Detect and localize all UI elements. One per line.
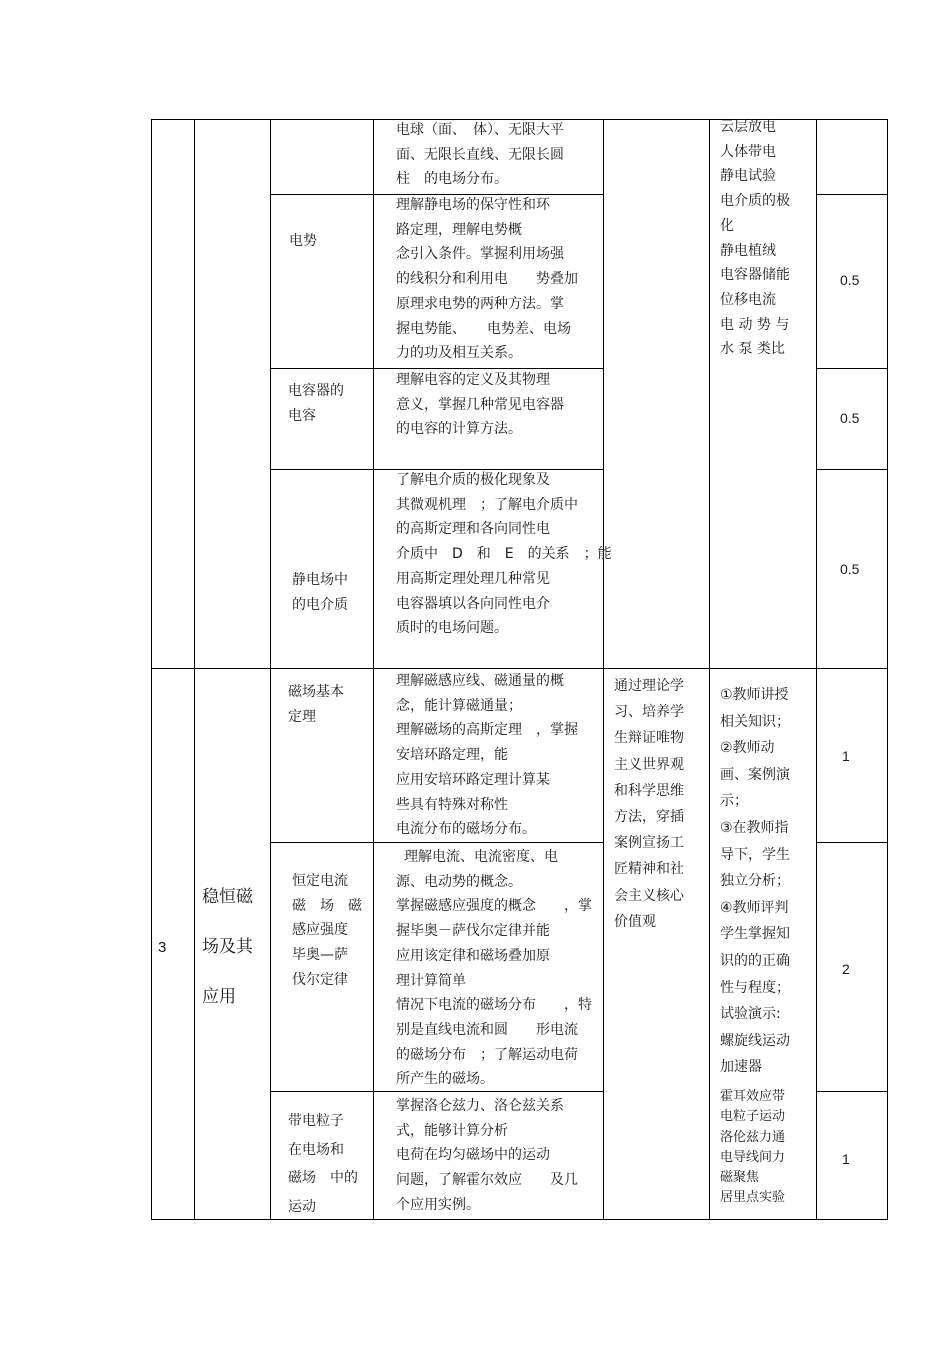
content-line: 电球（面、 体）、无限大平 xyxy=(396,122,564,138)
methods-line: ②教师动 xyxy=(720,740,775,757)
methods-line: 霍耳效应带 xyxy=(720,1089,786,1104)
methods-line: 性与程度； xyxy=(720,979,790,996)
grid-line xyxy=(373,119,374,1220)
ideology-line: 会主义核心 xyxy=(614,887,684,904)
topic-cell-steady-current xyxy=(292,869,362,993)
grid-line xyxy=(194,119,195,1220)
topic-line: 带电粒子 xyxy=(288,1113,344,1129)
content-line: 理解静电场的保守性和环 xyxy=(396,197,550,213)
hours-cell-capacitance: 0.5 xyxy=(840,410,860,426)
topic-line: 的电介质 xyxy=(292,596,348,613)
topic-line: 磁场 中的 xyxy=(288,1170,358,1186)
methods-line: 电 动 势 与 xyxy=(720,316,790,333)
content-line: 掌握洛仑兹力、洛仑兹关系 xyxy=(396,1098,564,1114)
chapter-line: 稳恒磁 xyxy=(202,887,253,907)
grid-line xyxy=(816,842,888,843)
methods-line: 相关知识； xyxy=(720,713,790,730)
chapter-title xyxy=(202,872,253,1022)
hours-cell-steady-current: 2 xyxy=(842,961,850,977)
content-line: 用高斯定理处理几种常见 xyxy=(396,570,550,587)
content-line: 应用该定律和磁场叠加原 xyxy=(396,947,550,964)
methods-line: 电容器储能 xyxy=(720,267,790,284)
topic-cell-charged-particle xyxy=(288,1107,358,1221)
methods-line: 学生掌握知 xyxy=(720,926,790,943)
topic-line: 在电场和 xyxy=(288,1141,344,1158)
hours-cell-magnetic-basic: 1 xyxy=(842,748,850,764)
content-cell-capacitance xyxy=(396,368,564,442)
methods-line: 画、案例演 xyxy=(720,766,790,783)
methods-line: ①教师讲授 xyxy=(720,687,789,703)
content-line: 应用安培环路定理计算某 xyxy=(396,771,550,788)
chapter-line: 场及其 xyxy=(202,937,253,957)
content-line: 情况下电流的磁场分布 ，特 xyxy=(396,997,592,1014)
content-line: 原理求电势的两种方法。掌 xyxy=(396,295,564,312)
methods-line: 居里点实验 xyxy=(720,1190,786,1206)
ideology-line: 价值观 xyxy=(614,913,656,930)
content-line: 面、无限长直线、无限长圆 xyxy=(396,146,564,163)
methods-line: 螺旋线运动 xyxy=(720,1032,790,1049)
content-line: 些具有特殊对称性 xyxy=(396,796,508,813)
methods-line: 电介质的极 xyxy=(720,193,790,210)
content-line: 质时的电场问题。 xyxy=(396,620,508,637)
content-line: 理解电流、电流密度、电 xyxy=(404,849,558,865)
content-line: 其微观机理 ；了解电介质中 xyxy=(396,496,578,513)
methods-line: 位移电流 xyxy=(720,291,776,308)
methods-line: 导下，学生 xyxy=(720,846,790,863)
content-line: 电流分布的磁场分布。 xyxy=(396,821,536,838)
hours-cell-charged-particle: 1 xyxy=(842,1151,850,1167)
content-line: 掌握磁感应强度的概念 ，掌 xyxy=(396,898,592,915)
content-line: 理解磁场的高斯定理 ，掌握 xyxy=(396,722,578,739)
content-line: 介质中 D 和 E 的关系 ；能 xyxy=(396,546,612,563)
content-line: 个应用实例。 xyxy=(396,1196,480,1213)
hours-cell-dielectric: 0.5 xyxy=(840,561,860,577)
content-cell-continued xyxy=(396,118,564,192)
methods-line: 电导线间力 xyxy=(720,1149,786,1165)
content-line: 安培环路定理，能 xyxy=(396,747,508,764)
topic-line: 磁场基本 xyxy=(288,684,344,700)
content-cell-magnetic-basic xyxy=(396,669,578,842)
grid-line xyxy=(816,119,817,1220)
content-line: 问题，了解霍尔效应 及几 xyxy=(396,1172,578,1189)
methods-line: 加速器 xyxy=(720,1059,762,1076)
topic-line: 伐尔定律 xyxy=(292,971,348,988)
methods-line: 磁聚焦 xyxy=(720,1170,760,1186)
methods-line: 人体带电 xyxy=(720,143,776,160)
ideology-line: 和科学思维 xyxy=(614,782,684,799)
topic-cell-magnetic-basic xyxy=(288,680,344,729)
grid-line xyxy=(816,469,888,470)
content-line: 柱 的电场分布。 xyxy=(396,171,508,188)
content-line: 的电容的计算方法。 xyxy=(396,421,522,438)
ideology-line: 习、培养学 xyxy=(614,704,684,721)
content-line: 理计算简单 xyxy=(396,972,466,989)
content-line: 念，能计算磁通量； xyxy=(396,697,522,714)
grid-line xyxy=(816,368,888,369)
content-line: 的磁场分布 ；了解运动电荷 xyxy=(396,1046,578,1063)
methods-line: ④教师评判 xyxy=(720,899,789,916)
content-line: 力的功及相互关系。 xyxy=(396,345,522,362)
methods-cell-electrostatics xyxy=(720,115,790,362)
methods-line: 静电试验 xyxy=(720,168,776,185)
methods-cell-magnetism xyxy=(720,682,790,1081)
methods-line: 化 xyxy=(720,217,734,234)
content-line: 式，能够计算分析 xyxy=(396,1122,508,1139)
topic-cell-capacitance xyxy=(288,379,344,428)
methods-line: 云层放电 xyxy=(720,119,776,135)
grid-line xyxy=(887,119,888,1220)
content-line: 路定理，理解电势概 xyxy=(396,221,522,238)
topic-label: 电势 xyxy=(289,233,317,249)
topic-line: 恒定电流 xyxy=(292,873,348,889)
content-line: 意义，掌握几种常见电容器 xyxy=(396,396,564,413)
topic-line: 运动 xyxy=(288,1198,316,1215)
content-line: 的高斯定理和各向同性电 xyxy=(396,521,550,538)
ideology-line: 匠精神和社 xyxy=(614,861,684,878)
methods-line: 电粒子运动 xyxy=(720,1109,786,1125)
content-cell-dielectric xyxy=(396,468,612,641)
methods-line: 静电植绒 xyxy=(720,242,776,259)
chapter-line: 应用 xyxy=(202,987,236,1007)
methods-line: 独立分析； xyxy=(720,873,790,890)
grid-line xyxy=(709,119,710,1220)
methods-line: 洛伦兹力通 xyxy=(720,1129,786,1145)
content-line: 了解电介质的极化现象及 xyxy=(396,472,550,488)
content-cell-steady-current xyxy=(396,845,592,1092)
content-line: 别是直线电流和圆 形电流 xyxy=(396,1021,578,1038)
methods-line: ③在教师指 xyxy=(720,819,789,836)
topic-line: 磁 场 磁 xyxy=(292,897,362,914)
content-line: 电容器填以各向同性电介 xyxy=(396,595,550,612)
grid-line xyxy=(151,1219,888,1220)
content-line: 握电势能、 电势差、电场 xyxy=(396,320,571,337)
content-line: 所产生的磁场。 xyxy=(396,1071,494,1088)
ideology-line: 生辩证唯物 xyxy=(614,730,684,747)
section-number: 3 xyxy=(158,939,167,956)
content-line: 握毕奥－萨伐尔定律并能 xyxy=(396,923,550,940)
content-line: 的线积分和利用电 势叠加 xyxy=(396,271,578,288)
content-line: 理解电容的定义及其物理 xyxy=(396,372,550,388)
content-line: 念引入条件。掌握利用场强 xyxy=(396,246,564,263)
topic-line: 感应强度 xyxy=(292,922,348,939)
grid-line xyxy=(270,119,271,1220)
grid-line xyxy=(816,1091,888,1092)
methods-cell-experiments xyxy=(720,1087,785,1209)
methods-line: 识的的正确 xyxy=(720,952,790,969)
content-line: 理解磁感应线、磁通量的概 xyxy=(396,673,564,689)
topic-cell-dielectric xyxy=(292,568,348,617)
content-line: 电荷在均匀磁场中的运动 xyxy=(396,1147,550,1164)
ideology-line: 主义世界观 xyxy=(614,756,684,773)
grid-line xyxy=(816,194,888,195)
methods-line: 水 泵 类比 xyxy=(720,341,785,358)
topic-line: 电容器的 xyxy=(288,383,344,399)
content-line: 源、电动势的概念。 xyxy=(396,873,522,890)
grid-line xyxy=(151,119,152,1220)
ideology-line: 方法，穿插 xyxy=(614,809,684,826)
topic-line: 电容 xyxy=(288,407,316,424)
topic-line: 静电场中 xyxy=(292,572,348,588)
methods-line: 示； xyxy=(720,793,748,810)
ideology-cell xyxy=(614,673,684,935)
hours-cell-potential: 0.5 xyxy=(840,272,860,288)
ideology-line: 通过理论学 xyxy=(614,678,684,694)
ideology-line: 案例宣扬工 xyxy=(614,835,684,852)
topic-line: 定理 xyxy=(288,708,316,725)
topic-cell-potential xyxy=(289,229,317,254)
grid-line xyxy=(603,119,604,1220)
content-cell-charged-particle xyxy=(396,1094,578,1218)
grid-line xyxy=(270,842,604,843)
methods-line: 试验演示: xyxy=(720,1006,781,1023)
topic-line: 毕奥—萨 xyxy=(292,947,348,964)
content-cell-potential xyxy=(396,193,578,366)
